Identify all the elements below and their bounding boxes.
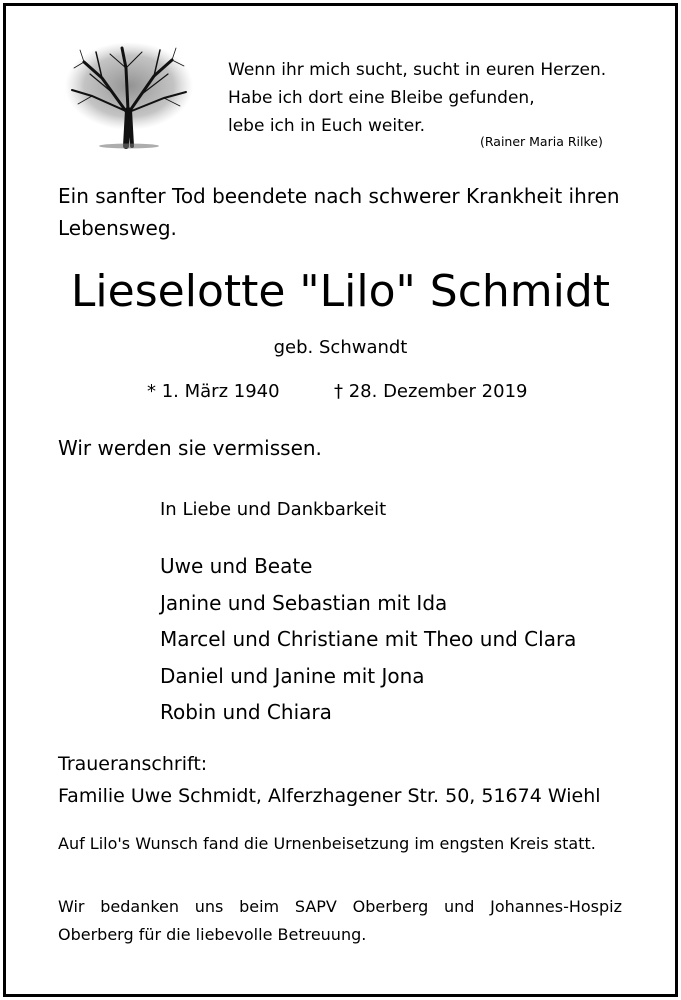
farewell-text: Wir werden sie vermissen. <box>58 436 322 460</box>
death-date: † 28. Dezember 2019 <box>334 381 528 402</box>
mourner-name: Janine und Sebastian mit Ida <box>160 590 448 615</box>
mourners-list <box>160 548 576 731</box>
mourner-name: Robin und Chiara <box>160 700 332 724</box>
address-value: Familie Uwe Schmidt, Alferzhagener Str. 50, 51674 Wiehl <box>58 785 601 807</box>
maiden-name: geb. Schwandt <box>273 337 408 358</box>
address-label: Traueranschrift: <box>58 753 208 775</box>
mourner-name: Uwe und Beate <box>160 554 313 578</box>
mourner-name: Daniel und Janine mit Jona <box>160 663 425 688</box>
quote-line: Wenn ihr mich sucht, sucht in euren Herzen. <box>228 60 607 80</box>
burial-note: Auf Lilo's Wunsch fand die Urnenbeisetzung im engsten Kreis statt. <box>58 834 596 853</box>
intro-text: Ein sanfter Tod beendete nach schwerer Krankheit ihren Lebensweg. <box>58 184 620 240</box>
birth-date: * 1. März 1940 <box>147 381 280 402</box>
mourner-name: Marcel und Christiane mit Theo und Clara <box>160 627 577 651</box>
quote-line: lebe ich in Euch weiter. <box>228 116 426 136</box>
tree-icon <box>62 38 196 150</box>
quote-line: Habe ich dort eine Bleibe gefunden, <box>228 88 535 108</box>
mourners-heading: In Liebe und Dankbarkeit <box>160 499 387 520</box>
deceased-name: Lieselotte "Lilo" Schmidt <box>70 266 611 317</box>
thanks-note: Wir bedanken uns beim SAPV Oberberg und Johannes-Hospiz Oberberg für die liebevolle Betreuung. <box>58 897 622 944</box>
quote-author: (Rainer Maria Rilke) <box>480 134 603 149</box>
